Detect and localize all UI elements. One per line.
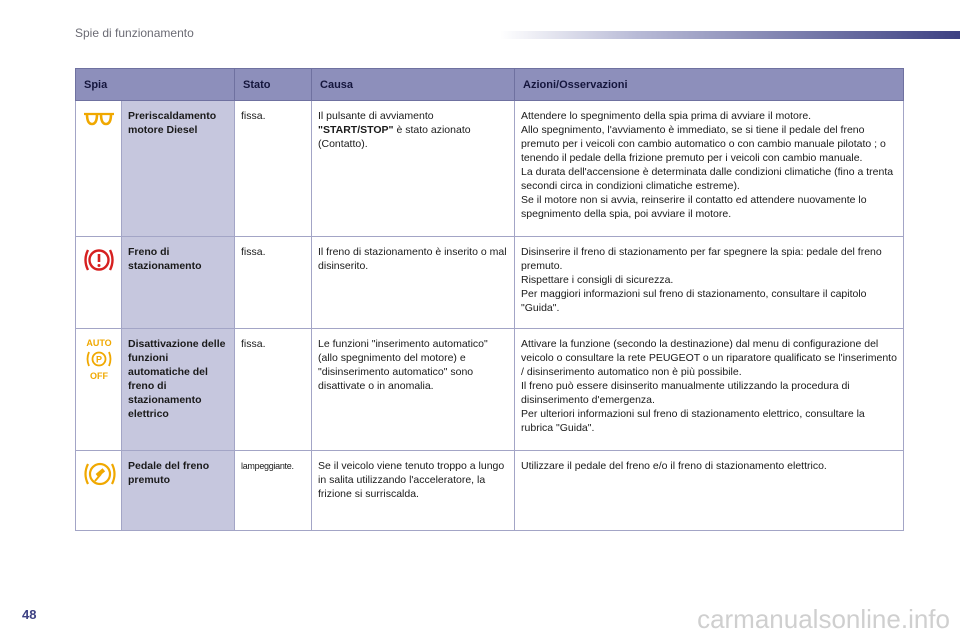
azioni-cell: Disinserire il freno di stazionamento per far spegnere la spia: pedale del freno premuto. Rispettare i consigli di sicurezza. Per maggiori informazioni sul freno di stazionamento, consultare il capitolo "Guida". [515,237,904,329]
preheating-coil-icon [82,109,115,127]
causa-cell: Il freno di stazionamento è inserito o mal disinserito. [312,237,515,329]
causa-cell: Se il veicolo viene tenuto troppo a lungo in salita utilizzando l'acceleratore, la frizione si surriscalda. [312,451,515,531]
stato-cell: fissa. [235,329,312,451]
icon-cell [76,101,122,237]
section-title: Spie di funzionamento [75,26,194,40]
table-row [76,101,904,237]
parking-brake-warning-icon [82,245,115,275]
warning-lights-table [75,68,904,531]
stato-cell: lampeggiante. [235,451,312,531]
spia-name: Preriscaldamento motore Diesel [122,101,235,237]
causa-cell: Il pulsante di avviamento "START/STOP" è stato azionato (Contatto). [312,101,515,237]
table-row [76,237,904,329]
stato-cell: fissa. [235,237,312,329]
header-decoration-bar [500,31,960,39]
azioni-cell: Attivare la funzione (secondo la destinazione) dal menu di configurazione del veicolo o consultare la rete PEUGEOT o un riparatore qualificato se l'inserimento / disinserimento automatico non è più possibile. Il freno può essere disinserito manualmente utilizzando la procedura di disinserimento d'emergenza. Per ulteriori informazioni sul freno di stazionamento elettrico, consultare la rubrica "Guida". [515,329,904,451]
azioni-cell: Attendere lo spegnimento della spia prima di avviare il motore. Allo spegnimento, l'avviamento è immediato, se si tiene il pedale del freno premuto per i veicoli con cambio automatico o con cambio manuale pilotato ; o tenendo il pedale della frizione premuto per i veicoli con cambio manuale. La durata dell'accensione è determinata dalle condizioni climatiche (fino a trenta secondi circa in condizioni climatiche estreme). Se il motore non si avvia, reinserire il contatto ed attendere nuovamente lo spegnimento della spia, poi avviare il motore. [515,101,904,237]
spia-name: Freno di stazionamento [122,237,235,329]
column-header-azioni: Azioni/Osservazioni [515,69,904,101]
spia-name: Pedale del freno premuto [122,451,235,531]
table-header-row [76,69,904,101]
stato-cell: fissa. [235,101,312,237]
causa-cell: Le funzioni "inserimento automatico" (allo spegnimento del motore) e "disinserimento automatico" sono disattivate o in anomalia. [312,329,515,451]
svg-text:P: P [95,354,103,365]
page-number: 48 [22,607,37,622]
svg-text:OFF: OFF [90,371,108,381]
table-row [76,329,904,451]
column-header-spia: Spia [76,69,235,101]
auto-p-off-icon [82,337,115,381]
spia-name: Disattivazione delle funzioni automatiche del freno di stazionamento elettrico [122,329,235,451]
icon-cell [76,237,122,329]
watermark: carmanualsonline.info [697,604,950,634]
icon-cell [76,451,122,531]
brake-pedal-icon [82,459,115,489]
icon-cell [76,329,122,451]
table-row [76,451,904,531]
column-header-causa: Causa [312,69,515,101]
svg-text:AUTO: AUTO [86,338,112,348]
azioni-cell: Utilizzare il pedale del freno e/o il freno di stazionamento elettrico. [515,451,904,531]
column-header-stato: Stato [235,69,312,101]
